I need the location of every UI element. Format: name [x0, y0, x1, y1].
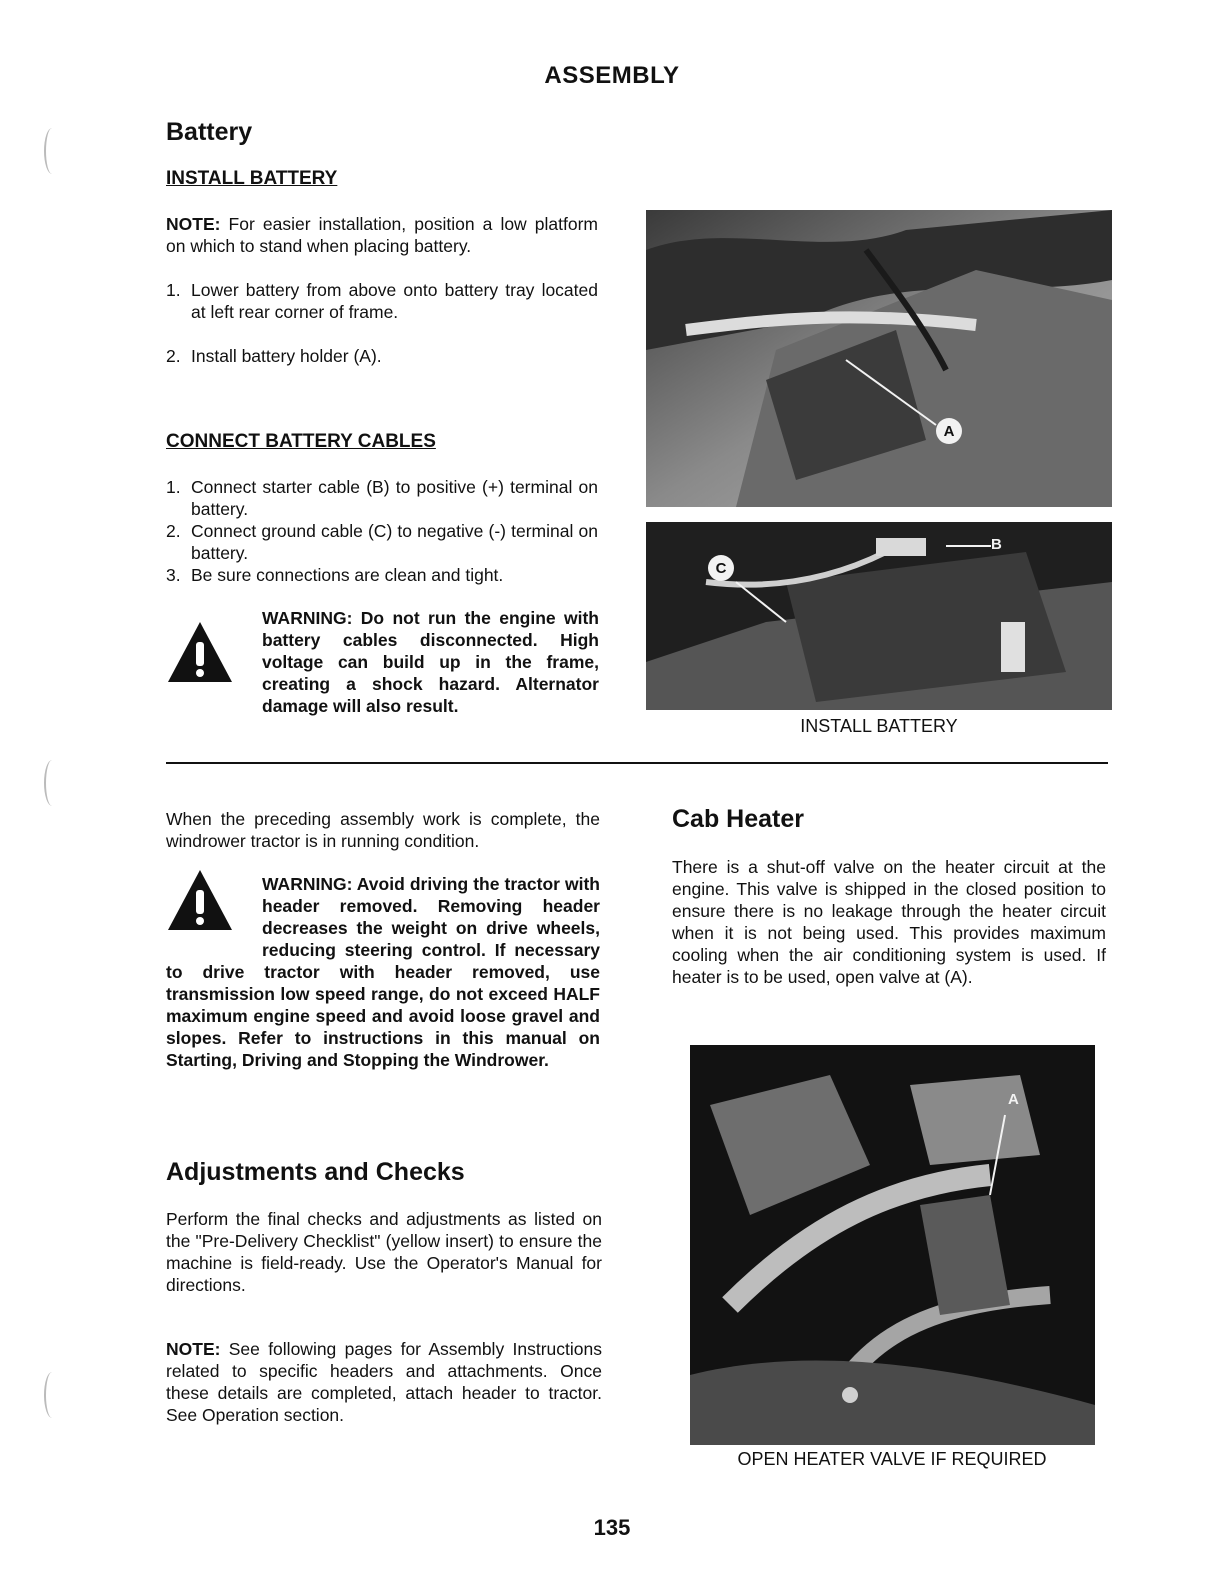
warning-triangle-icon [166, 620, 234, 684]
install-battery-photo-top [646, 210, 1112, 507]
step-text: Connect starter cable (B) to positive (+) terminal on battery. [191, 477, 598, 519]
binder-mark [44, 128, 60, 174]
list-item [166, 345, 598, 367]
install-battery-caption: INSTALL BATTERY [800, 716, 958, 736]
adjustments-text: Perform the final checks and adjustments as listed on the "Pre-Delivery Checklist" (yellow insert) to ensure the machine is field-ready. Use the Operator's Manual for directions. [166, 1209, 602, 1295]
adjustments-title: Adjustments and Checks [166, 1158, 465, 1186]
callout-c: C [708, 555, 734, 581]
battery-title: Battery [166, 118, 253, 146]
driving-warning [166, 873, 600, 1071]
cab-heater-title: Cab Heater [672, 805, 804, 833]
list-item [166, 564, 598, 586]
note-label: NOTE: [166, 1339, 221, 1359]
step-number: 2. [166, 346, 181, 366]
driving-warning-text: WARNING: Avoid driving the tractor with header removed. Removing header decreases the weight on drive wheels, reducing steering control. If necessary to drive tractor with header removed, use transmission low speed range, do not exceed HALF maximum engine speed and avoid loose gravel and slopes. Refer to instructions in this manual on Starting, Driving and Stopping the Windrower. [166, 874, 600, 1070]
note-text: For easier installation, position a low platform on which to stand when placing battery. [166, 214, 598, 256]
step-number: 1. [166, 280, 181, 300]
callout-a: A [936, 418, 962, 444]
step-number: 1. [166, 477, 181, 497]
note-text: See following pages for Assembly Instructions related to specific headers and attachments. Once these details are completed, attach header to tractor. See Operation section. [166, 1339, 602, 1425]
install-steps [166, 279, 598, 367]
list-item [166, 520, 598, 564]
install-battery-photo-bottom [646, 522, 1112, 710]
list-item [166, 279, 598, 323]
cab-heater-text: There is a shut-off valve on the heater circuit at the engine. This valve is shipped in the closed position to ensure there is no leakage through the heater circuit when it is not being used. This provides maximum cooling when the air conditioning system is used. If heater is to be used, open valve at (A). [672, 857, 1106, 987]
step-number: 2. [166, 521, 181, 541]
step-text: Install battery holder (A). [191, 346, 382, 366]
step-number: 3. [166, 565, 181, 585]
battery-note [166, 213, 598, 257]
callout-b: B [991, 536, 1002, 553]
step-text: Lower battery from above onto battery tray located at left rear corner of frame. [191, 280, 598, 322]
list-item [166, 476, 598, 520]
battery-warning: WARNING: Do not run the engine with battery cables disconnected. High voltage can build up in the frame, creating a shock hazard. Alternator damage will also result. [262, 608, 599, 716]
connect-steps [166, 476, 598, 586]
page-header: ASSEMBLY [544, 62, 680, 89]
adjustments-note [166, 1338, 602, 1426]
step-text: Connect ground cable (C) to negative (-) terminal on battery. [191, 521, 598, 563]
heater-valve-photo [690, 1045, 1095, 1445]
page-number: 135 [593, 1515, 631, 1540]
binder-mark [44, 760, 60, 806]
connect-cables-heading: CONNECT BATTERY CABLES [166, 431, 436, 452]
section-divider [166, 762, 1108, 764]
step-text: Be sure connections are clean and tight. [191, 565, 504, 585]
callout-a: A [1008, 1091, 1019, 1108]
binder-mark [44, 1372, 60, 1418]
heater-valve-caption: OPEN HEATER VALVE IF REQUIRED [737, 1449, 1047, 1469]
install-battery-heading: INSTALL BATTERY [166, 168, 338, 189]
completion-text: When the preceding assembly work is complete, the windrower tractor is in running condition. [166, 809, 600, 851]
note-label: NOTE: [166, 214, 221, 234]
